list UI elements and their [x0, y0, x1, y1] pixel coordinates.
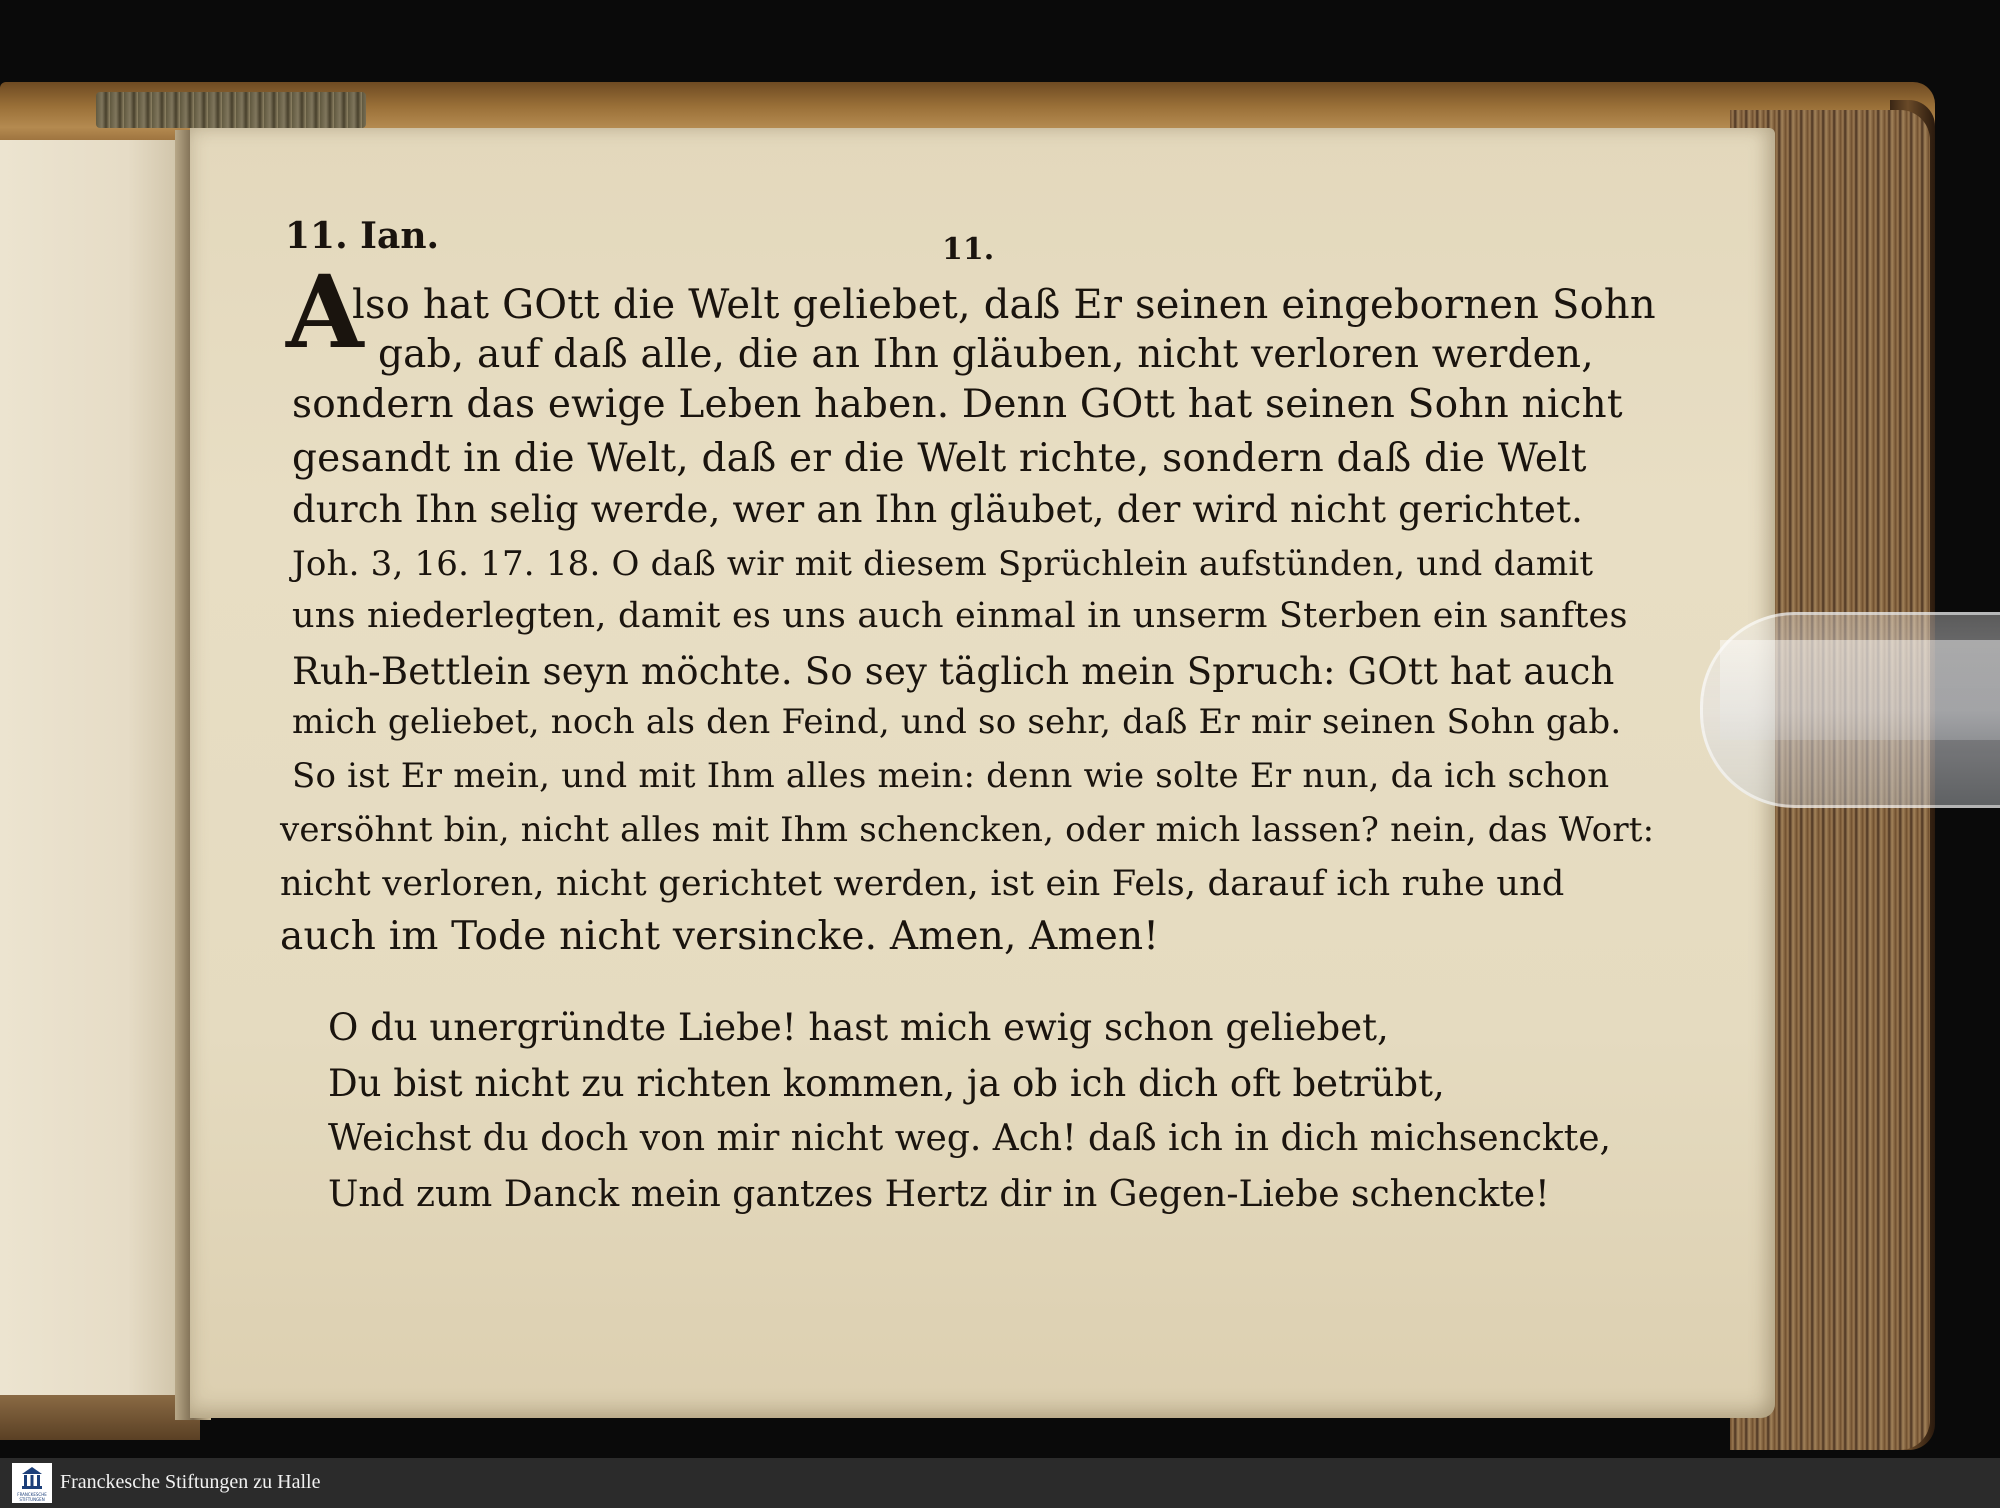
paragraph-line: nicht verloren, nicht gerichtet werden, ist ein Fels, darauf ich ruhe und	[280, 864, 1565, 904]
paragraph-line: versöhnt bin, nicht alles mit Ihm schencken, oder mich lassen? nein, das Wort:	[280, 810, 1655, 850]
institution-logo	[12, 1463, 52, 1503]
headband	[96, 92, 366, 128]
paragraph-line: mich geliebet, noch als den Feind, und so sehr, daß Er mir seinen Sohn gab.	[292, 702, 1622, 742]
verse-line: Du bist nicht zu richten kommen, ja ob ich dich oft betrübt,	[328, 1062, 1445, 1105]
left-cover-bottom	[0, 1395, 200, 1440]
paragraph-line: sondern das ewige Leben haben. Denn GOtt hat seinen Sohn nicht	[292, 382, 1623, 427]
paragraph-line: Joh. 3, 16. 17. 18. O daß wir mit diesem Sprüchlein aufstünden, und damit	[292, 544, 1594, 584]
paragraph-line: So ist Er mein, und mit Ihm alles mein: denn wie solte Er nun, da ich schon	[292, 756, 1610, 796]
drop-cap: A	[286, 253, 364, 371]
paragraph-line: uns niederlegten, damit es uns auch einmal in unserm Sterben ein sanftes	[292, 596, 1628, 636]
left-blank-page	[0, 140, 182, 1405]
verse-line: Und zum Danck mein gantzes Hertz dir in Gegen-Liebe schenckte!	[328, 1174, 1550, 1215]
paragraph-line: durch Ihn selig werde, wer an Ihn gläubet, der wird nicht gerichtet.	[292, 488, 1584, 531]
paragraph-line: lso hat GOtt die Welt geliebet, daß Er seinen eingebornen Sohn	[352, 282, 1656, 328]
paragraph-line: gab, auf daß alle, die an Ihn gläuben, nicht verloren werden,	[378, 332, 1594, 377]
building-icon	[20, 1466, 44, 1490]
logo-text: FRANCKESCHE STIFTUNGEN	[17, 1492, 47, 1502]
page-number: 11.	[942, 232, 995, 267]
page-clip-tab	[1720, 640, 2000, 740]
verse-line: O du unergründte Liebe! hast mich ewig schon geliebet,	[328, 1006, 1389, 1049]
running-head: 11. Ian.	[285, 215, 440, 257]
paragraph-line: Ruh-Bettlein seyn möchte. So sey täglich mein Spruch: GOtt hat auch	[292, 650, 1615, 693]
footer-institution-name: Franckesche Stiftungen zu Halle	[60, 1471, 321, 1493]
paragraph-line: auch im Tode nicht versincke. Amen, Amen!	[280, 914, 1160, 959]
paragraph-line: gesandt in die Welt, daß er die Welt richte, sondern daß die Welt	[292, 436, 1587, 481]
verse-line: Weichst du doch von mir nicht weg. Ach! daß ich in dich michsenckte,	[328, 1118, 1611, 1159]
